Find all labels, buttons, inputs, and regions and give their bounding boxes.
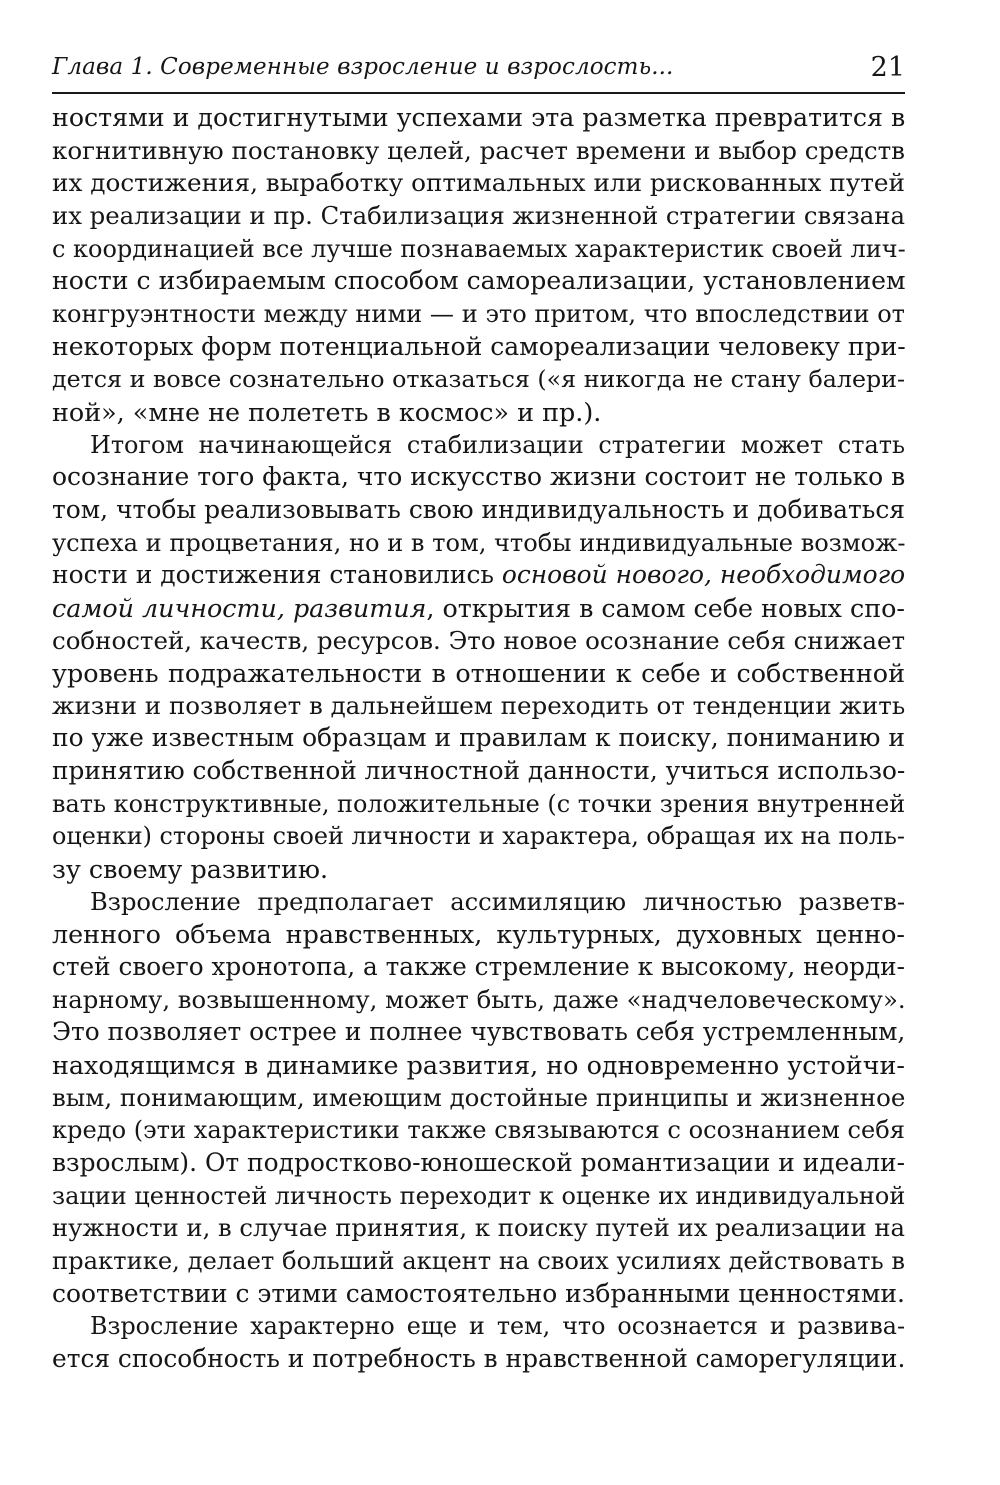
- paragraph-1: [52, 102, 905, 429]
- paragraph-3: [52, 886, 905, 1311]
- text-line: Это позволяет острее и полнее чувствовать себя устремленным,: [52, 1017, 906, 1047]
- body-text: [52, 102, 905, 1376]
- text-line: с координацией все лучше познаваемых характеристик своей лич-: [52, 234, 906, 263]
- text-line: некоторых форм потенциальной самореализации человеку при-: [52, 331, 906, 361]
- text-line: Взросление характерно еще и тем, что осознается и развива-: [90, 1312, 905, 1341]
- text-line: ется способность и потребность в нравственной саморегуляции.: [52, 1343, 906, 1373]
- text-line: нужности и, в случае принятия, к поиску путей их реализации на: [52, 1213, 905, 1243]
- text-line: ной», «мне не полететь в космос» и пр.).: [52, 396, 602, 427]
- page-number: 21: [870, 52, 905, 83]
- text-line: ленного объема нравственных, культурных, духовных ценно-: [52, 919, 905, 950]
- text-line: кредо (эти характеристики также связываются с осознанием себя: [52, 1116, 905, 1145]
- text-line: вать конструктивные, положительные (с точки зрения внутренней: [52, 789, 906, 818]
- text-line: принятию собственной личностной данности, учиться использо-: [52, 756, 906, 786]
- text-line: ностями и достигнутыми успехами эта разметка превратится в: [52, 103, 906, 132]
- text-line: Взросление предполагает ассимиляцию личностью разветв-: [90, 887, 905, 916]
- text-line: жизни и позволяет в дальнейшем переходить от тенденции жить: [52, 690, 906, 720]
- running-header: [52, 46, 905, 94]
- text-line: соответствии с этими самостоятельно избранными ценностями.: [52, 1278, 905, 1308]
- text-line: конгруэнтности между ними — и это притом, что впоследствии от: [52, 299, 905, 328]
- italic-phrase: самой личности, развития: [52, 592, 427, 623]
- text-line-with-italic: [52, 592, 905, 625]
- text-line: когнитивную постановку целей, расчет времени и выбор средств: [52, 135, 905, 165]
- text-line: уровень подражательности в отношении к себе и собственной: [52, 658, 905, 689]
- text-line: практике, делает больший акцент на своих усилиях действовать в: [52, 1246, 905, 1275]
- paragraph-4: [52, 1310, 905, 1375]
- text-line: стей своего хронотопа, а также стремление к высокому, неорди-: [52, 952, 905, 982]
- text-line: успеха и процветания, но и в том, чтобы индивидуальные возмож-: [52, 528, 906, 557]
- text-fragment: , открытия в самом себе новых спо-: [426, 592, 905, 623]
- text-line: дется и вовсе сознательно отказаться («я никогда не стану балери-: [52, 365, 905, 394]
- text-line: ности с избираемым способом самореализации, установлением: [52, 266, 906, 296]
- text-line: оценки) стороны своей личности и характера, обращая их на поль-: [52, 822, 905, 851]
- text-line: зу своему развитию.: [52, 854, 329, 885]
- text-line: их реализации и пр. Стабилизация жизненной стратегии связана: [52, 200, 906, 230]
- text-line: взрослым). От подростково-юношеской романтизации и идеали-: [52, 1148, 906, 1177]
- text-line: находящимся в динамике развития, но одновременно устойчи-: [52, 1050, 905, 1081]
- text-line: по уже известным образцам и правилам к поиску, пониманию и: [52, 723, 905, 753]
- text-line: том, чтобы реализовывать свою индивидуальность и добиваться: [52, 494, 905, 524]
- text-line: собностей, качеств, ресурсов. Это новое осознание себя снижает: [52, 625, 906, 655]
- text-line: зации ценностей личность переходит к оценке их индивидуальной: [52, 1181, 906, 1210]
- text-line: их достижения, выработку оптимальных или рискованных путей: [52, 168, 905, 198]
- italic-phrase: основой нового, необходимого: [501, 560, 906, 590]
- text-line: Итогом начинающейся стабилизации стратегии может стать: [90, 430, 905, 459]
- running-title: Глава 1. Современные взросление и взрослость...: [52, 54, 674, 80]
- text-line: вым, понимающим, имеющим достойные принципы и жизненное: [52, 1082, 906, 1112]
- text-line: осознание того факта, что искусство жизни состоит не только в: [52, 462, 906, 492]
- text-line: нарному, возвышенному, может быть, даже «надчеловеческому».: [52, 984, 906, 1014]
- text-line-with-italic: [52, 559, 905, 592]
- paragraph-2: [52, 429, 905, 886]
- text-fragment: ности и достижения становились: [52, 560, 502, 590]
